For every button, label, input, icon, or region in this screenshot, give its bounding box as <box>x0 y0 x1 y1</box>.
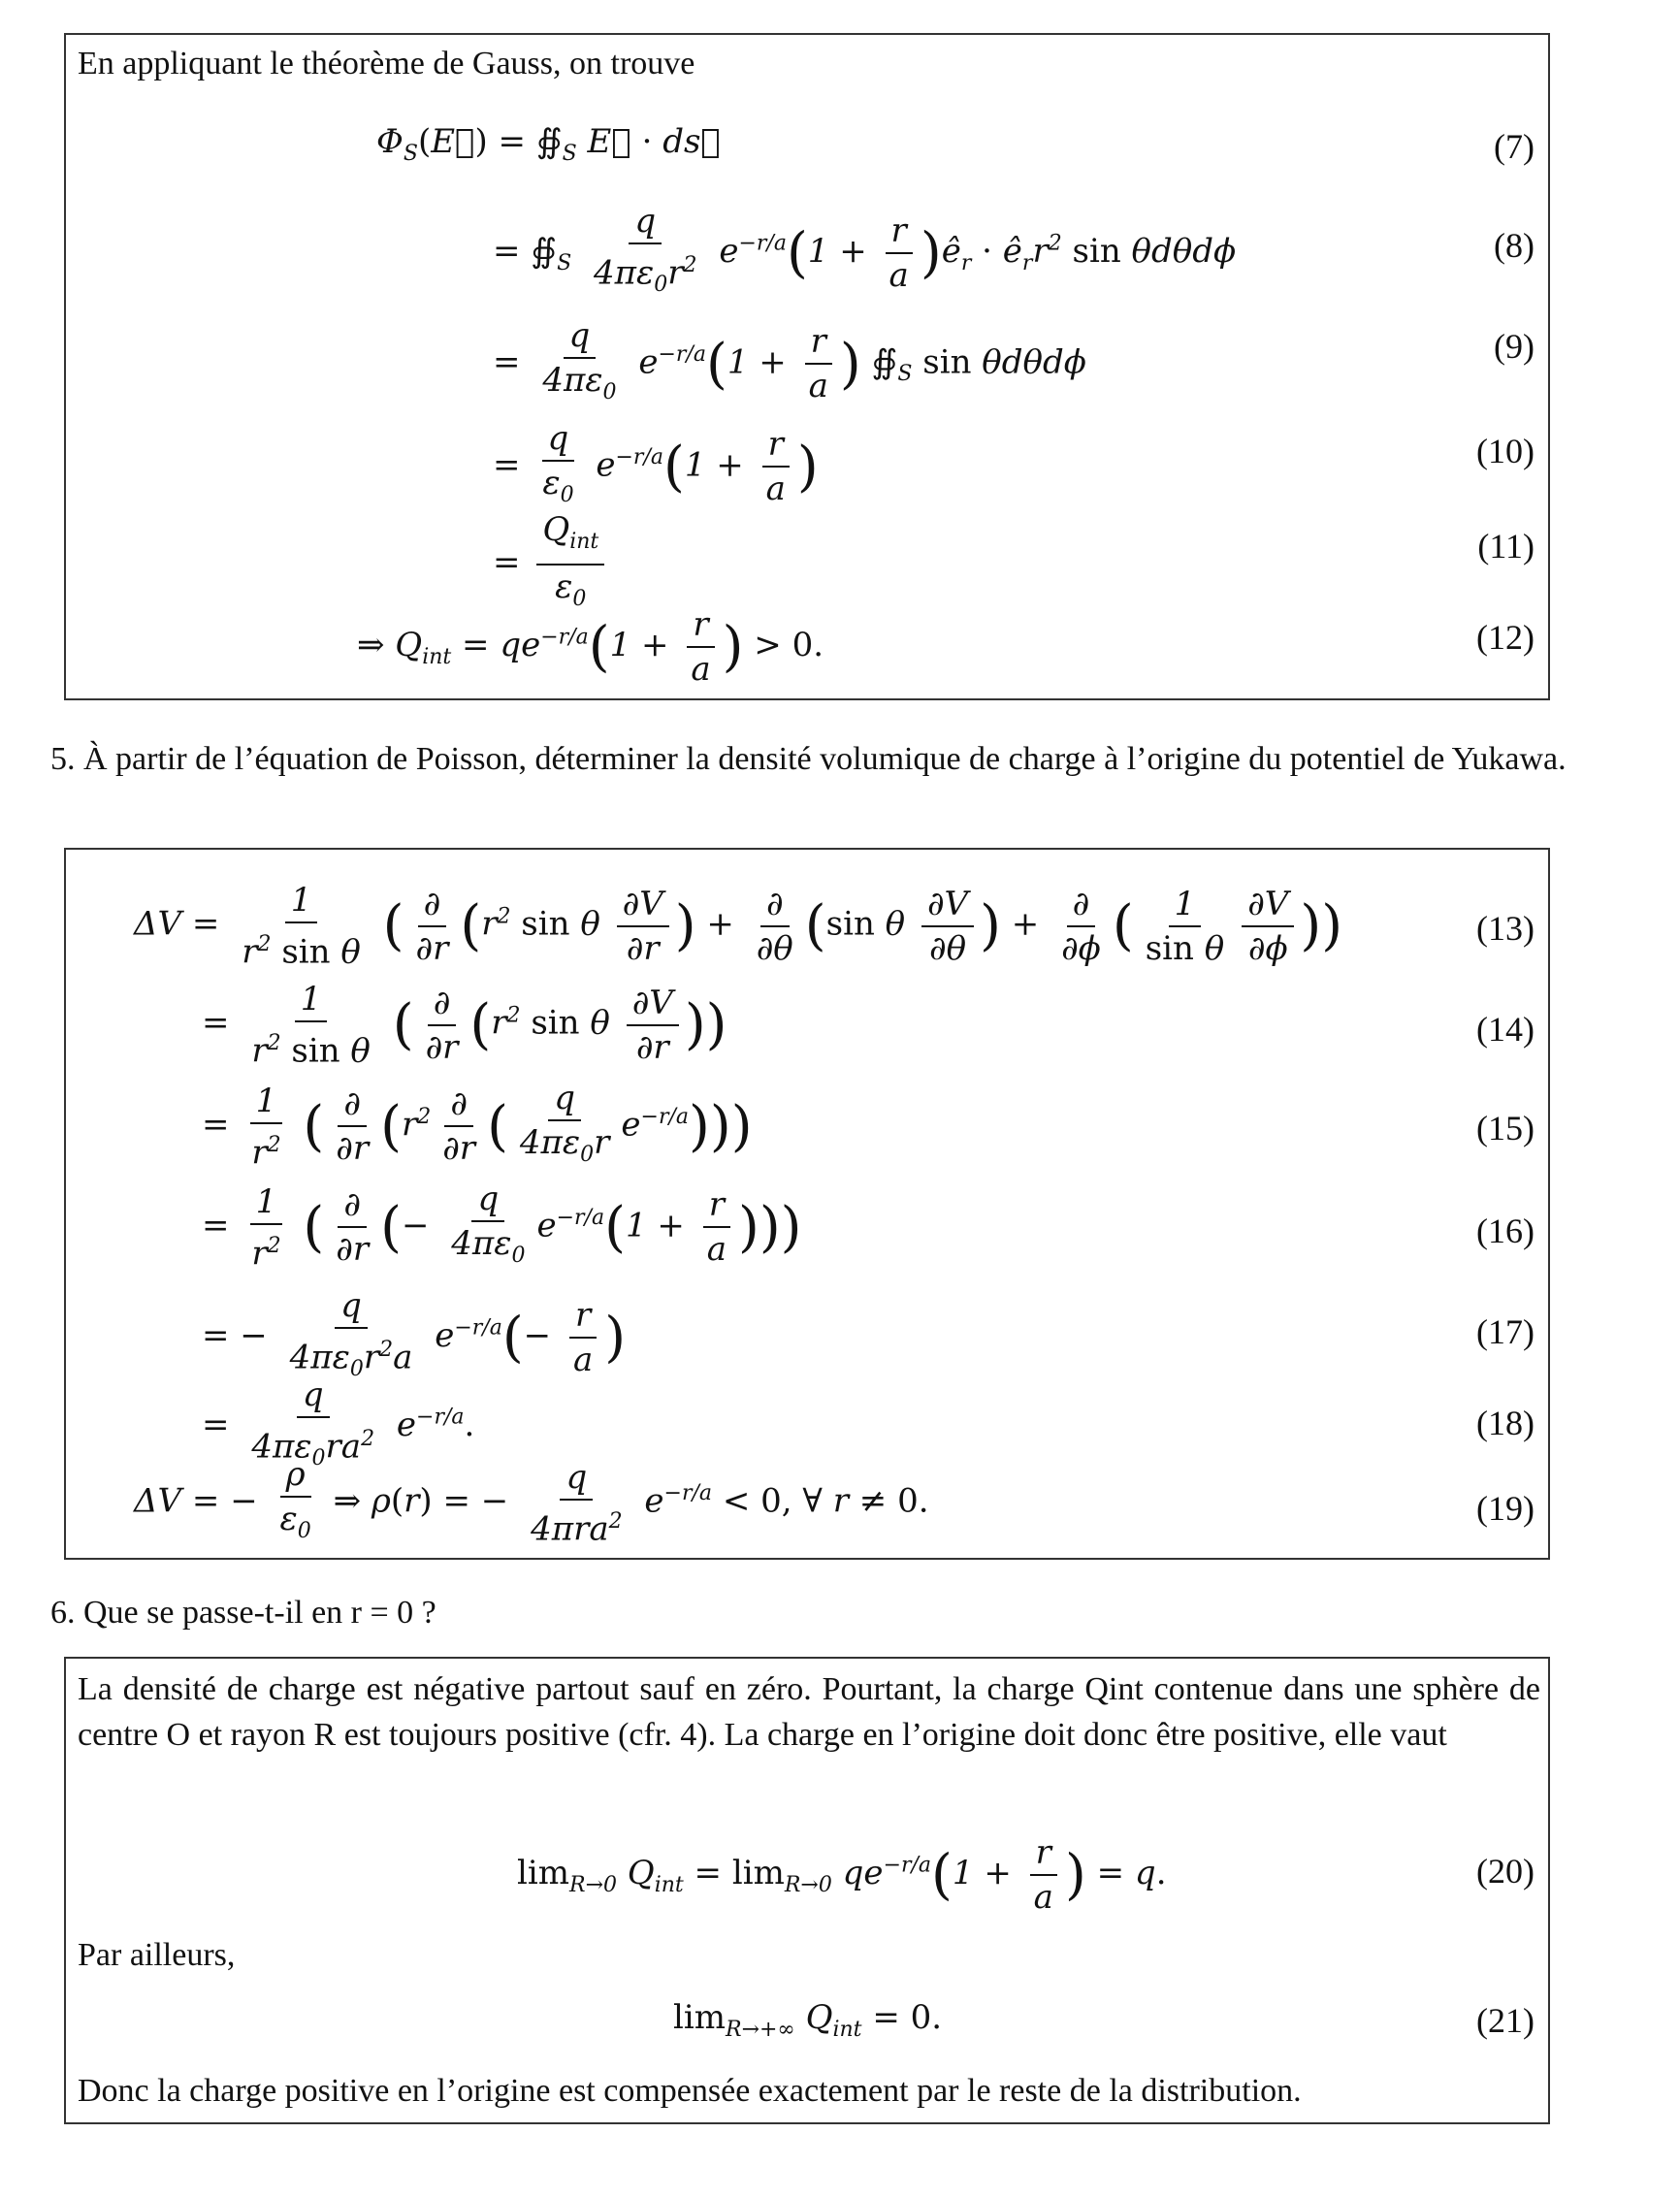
eq-10: = $\frac{q}{\varepsilon_0}$ $e^{-r/a}(1$ + $\frac{r}{a}$ ) <box>493 419 819 509</box>
eq-19: ΔV = − $\frac{\rho}{\varepsilon_0}$ ⇒ ρ(r) = − $\frac{q}{4\pi ra^2}$ $e^{-r/a} < 0$, ∀ r ≠ 0. <box>134 1455 929 1549</box>
gauss-intro: En appliquant le théorème de Gauss, on trouve <box>78 46 695 81</box>
eq-number-9: (9) <box>1494 327 1535 366</box>
eq-number-11: (11) <box>1477 527 1535 566</box>
question-6: 6. Que se passe-t-il en r = 0 ? <box>50 1595 436 1631</box>
eq-number-19: (19) <box>1476 1489 1535 1528</box>
par-ailleurs: Par ailleurs, <box>78 1937 236 1973</box>
conclusion-box <box>64 1657 1550 2124</box>
eq-number-20: (20) <box>1476 1852 1535 1891</box>
eq-number-18: (18) <box>1476 1404 1535 1442</box>
eq-number-7: (7) <box>1494 127 1535 166</box>
gauss-box <box>64 33 1550 700</box>
eq-11: = $\frac{Q_{int}}{\varepsilon_0}$ <box>493 508 610 621</box>
conclusion-text: Donc la charge positive en l’origine est compensée exactement par le reste de la distribution. <box>78 2073 1302 2109</box>
charge-paragraph: La densité de charge est négative partout sauf en zéro. Pourtant, la charge Qint contenue dans une sphère de centre O et rayon R est toujours positive (cfr. 4). La charge en l’origine doit donc être positive, elle vaut <box>78 1671 1540 1753</box>
eq-number-14: (14) <box>1476 1010 1535 1049</box>
eq-17: = − $\frac{q}{4\pi\varepsilon_0r^2a}$ $e^{-r/a}(-$ $\frac{r}{a}$ ) <box>202 1286 627 1382</box>
eq-15: = $\frac{1}{r^2}$ ( $\frac{\partial}{\partial r}$ ($r^2$ $\frac{\partial}{\partial r}$ ( $\frac{q}{4\pi\varepsilon_0r}$ $e^{-r/a}$))) <box>202 1079 753 1173</box>
eq-number-16: (16) <box>1476 1212 1535 1250</box>
eq-number-15: (15) <box>1476 1109 1535 1147</box>
eq-number-12: (12) <box>1476 618 1535 657</box>
question-5: 5. À partir de l’équation de Poisson, déterminer la densité volumique de charge à l’origine du potentiel de Yukawa. <box>50 741 1567 777</box>
eq-16: = $\frac{1}{r^2}$ ( $\frac{\partial}{\partial r}$ (− $\frac{q}{4\pi\varepsilon_0}$ $e^{-r/a}(1$ + $\frac{r}{a}$ ))) <box>202 1180 802 1274</box>
eq-number-10: (10) <box>1476 432 1535 470</box>
eq-number-21: (21) <box>1476 2001 1535 2040</box>
eq-20: $\lim_{R\to 0} Q_{int} = \lim_{R\to 0} qe^{-r/a}(1$ + $\frac{r}{a}$ ) = q. <box>517 1833 1167 1917</box>
eq-12: ⇒ $Q_{int} = qe^{-r/a}(1$ + $\frac{r}{a}$ ) > 0. <box>357 605 824 689</box>
eq-21: $\lim_{R\to+\infty} Q_{int} = 0$. <box>673 1998 943 2042</box>
poisson-box <box>64 848 1550 1560</box>
eq-number-13: (13) <box>1476 909 1535 948</box>
eq-number-17: (17) <box>1476 1312 1535 1351</box>
eq-number-8: (8) <box>1494 226 1535 265</box>
eq-8: = $∯_S$ $\frac{q}{4\pi\varepsilon_0r^2}$ $e^{-r/a}(1$ + $\frac{r}{a}$ )$ê_r$ · $ê_rr^2$ sin θdθdϕ <box>493 202 1237 298</box>
eq-18: = $\frac{q}{4\pi\varepsilon_0ra^2}$ $e^{-r/a}$. <box>202 1375 475 1471</box>
eq-14: = $\frac{1}{r^2 \sin \theta}$ ( $\frac{\partial}{\partial r}$ ($r^2$ sin θ $\frac{\partial V}{\partial r}$ )) <box>202 980 727 1071</box>
eq-13: ΔV = $\frac{1}{r^2 \sin \theta}$ ( $\frac{\partial}{\partial r}$ ($r^2$ sin θ $\frac{\partial V}{\partial r}$ ) + $\frac{\partial}{\partial\theta}$ (sin θ $\frac{\partial V}{\partial\theta}$ ) + $\frac{\partial}{\partial\phi}$ ( $\frac{1}{\text{sin θ}}$ $\frac{\partial V}{\partial\phi}$ )) <box>134 881 1343 972</box>
eq-7: $\Phi_S(E⃗)$ = $∯_S$ E⃗ · ds⃗ <box>376 122 721 166</box>
eq-9: = $\frac{q}{4\pi\varepsilon_0}$ $e^{-r/a}(1$ + $\frac{r}{a}$ ) $∯_S$ sin θdθdϕ <box>493 316 1086 406</box>
